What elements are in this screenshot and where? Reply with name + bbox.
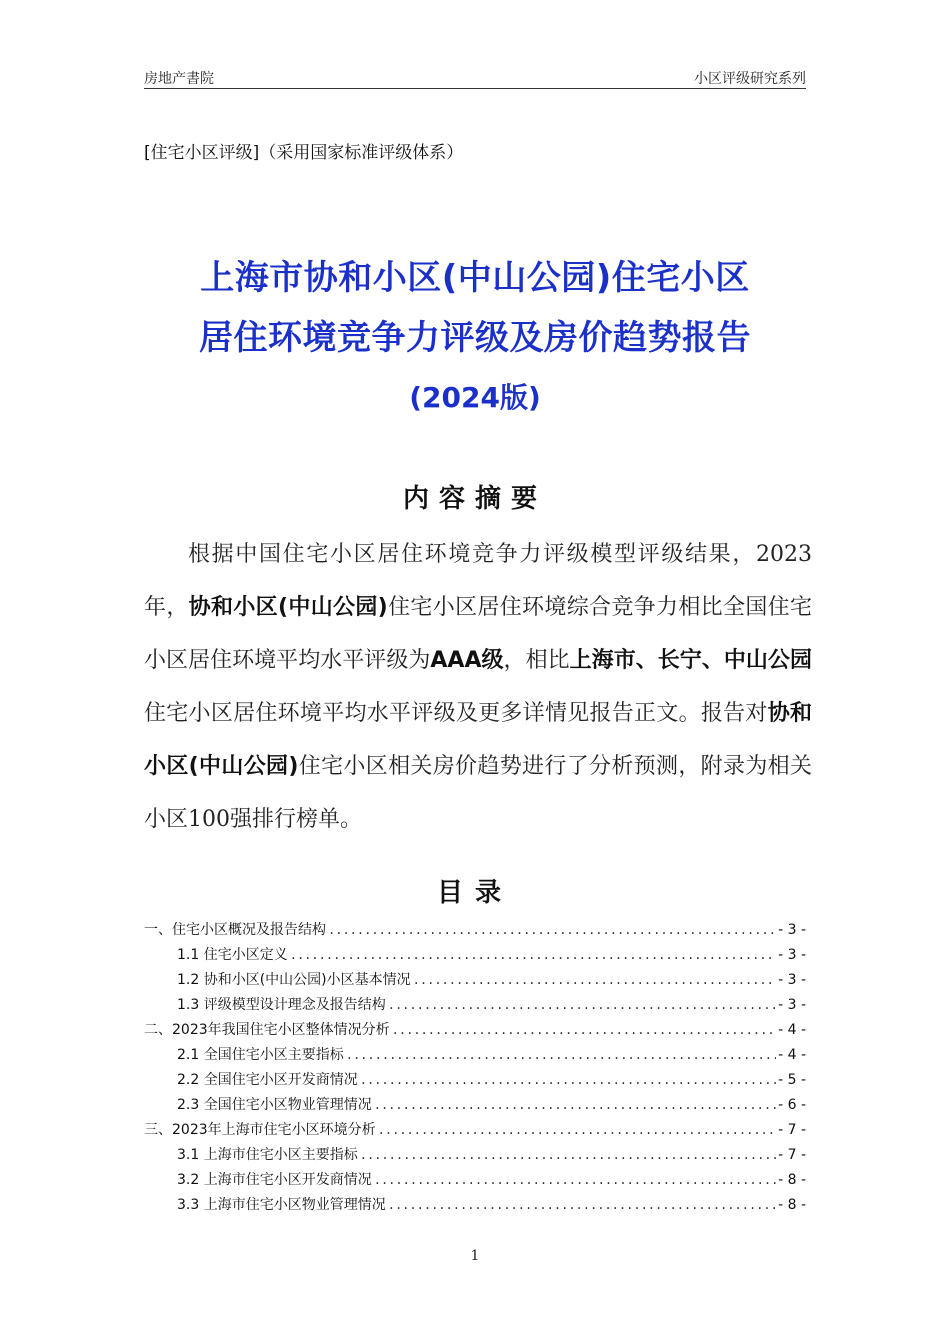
abstract-text: 住宅小区居住环境平均水平评级及更多详情见报告正文。报告对 <box>144 701 768 726</box>
toc-entry-page: - 4 - <box>778 1047 806 1063</box>
toc-leader-dots <box>388 993 776 1018</box>
toc-entry[interactable] <box>144 1143 806 1168</box>
toc-entry[interactable] <box>144 1093 806 1118</box>
toc-entry-label: 3.1 上海市住宅小区主要指标 <box>177 1147 358 1163</box>
toc-entry-page: - 8 - <box>778 1172 806 1188</box>
abstract-text: ，相比 <box>503 648 570 673</box>
report-category: [住宅小区评级]（采用国家标准评级体系） <box>144 143 464 163</box>
toc-entry-label: 3.2 上海市住宅小区开发商情况 <box>177 1172 372 1188</box>
abstract-highlight: 协和小区(中山公园) <box>144 701 812 779</box>
title-line-1: 上海市协和小区(中山公园)住宅小区 <box>200 258 750 298</box>
toc-entry-label: 三、2023年上海市住宅小区环境分析 <box>144 1122 376 1138</box>
toc-entry-label: 二、2023年我国住宅小区整体情况分析 <box>144 1022 390 1038</box>
toc-leader-dots <box>328 918 776 943</box>
toc-entry-page: - 5 - <box>778 1072 806 1088</box>
toc-leader-dots <box>374 1093 776 1118</box>
abstract-text: 住宅小区相关房价趋势进行了分析预测，附录为相关小区100强排行榜单。 <box>144 754 812 832</box>
toc-entry-page: - 3 - <box>778 947 806 963</box>
toc-entry[interactable] <box>144 993 806 1018</box>
toc-entry[interactable] <box>144 1168 806 1193</box>
toc-leader-dots <box>413 968 776 993</box>
abstract-heading: 内容摘要 <box>402 484 547 514</box>
toc-entry-page: - 3 - <box>778 997 806 1013</box>
toc-entry-label: 1.1 住宅小区定义 <box>177 947 288 963</box>
toc-entry[interactable] <box>144 1193 806 1218</box>
toc-leader-dots <box>360 1143 776 1168</box>
toc-entry[interactable] <box>144 1068 806 1093</box>
toc-entry-label: 2.3 全国住宅小区物业管理情况 <box>177 1097 372 1113</box>
toc-entry-page: - 3 - <box>778 972 806 988</box>
abstract-highlight: 协和小区(中山公园) <box>188 595 388 620</box>
toc-entry[interactable] <box>144 918 806 943</box>
toc-leader-dots <box>378 1118 776 1143</box>
abstract-text: 根据中国住宅小区居住环境竞争力评级模型评级结果，2023年， <box>144 542 812 620</box>
toc-entry-label: 1.2 协和小区(中山公园)小区基本情况 <box>177 972 411 988</box>
toc-entry[interactable] <box>144 1018 806 1043</box>
toc-entry[interactable] <box>144 968 806 993</box>
toc-entry[interactable] <box>144 943 806 968</box>
table-of-contents <box>144 918 806 1218</box>
header-series: 小区评级研究系列 <box>694 71 806 87</box>
toc-entry[interactable] <box>144 1043 806 1068</box>
abstract-highlight: 上海市、长宁、中山公园 <box>569 648 812 673</box>
toc-entry-page: - 6 - <box>778 1097 806 1113</box>
toc-leader-dots <box>392 1018 776 1043</box>
abstract-highlight: AAA级 <box>430 648 504 673</box>
title-line-2: 居住环境竞争力评级及房价趋势报告 <box>199 318 751 358</box>
toc-leader-dots <box>346 1043 776 1068</box>
toc-leader-dots <box>360 1068 776 1093</box>
toc-leader-dots <box>290 943 776 968</box>
toc-leader-dots <box>374 1168 776 1193</box>
toc-entry-label: 3.3 上海市住宅小区物业管理情况 <box>177 1197 386 1213</box>
page-header <box>144 66 806 89</box>
abstract-paragraph <box>144 528 812 846</box>
report-title <box>0 248 950 426</box>
header-publisher: 房地产書院 <box>144 71 214 87</box>
toc-entry-label: 一、住宅小区概况及报告结构 <box>144 922 326 938</box>
toc-entry-page: - 3 - <box>778 922 806 938</box>
toc-entry-page: - 4 - <box>778 1022 806 1038</box>
toc-entry-label: 2.1 全国住宅小区主要指标 <box>177 1047 344 1063</box>
toc-heading: 目录 <box>436 878 513 908</box>
toc-entry-page: - 7 - <box>778 1122 806 1138</box>
toc-entry[interactable] <box>144 1118 806 1143</box>
toc-entry-label: 2.2 全国住宅小区开发商情况 <box>177 1072 358 1088</box>
abstract-text: 住宅小区居住环境综合竞争力相比全国住宅小区居住环境平均水平评级为 <box>144 595 812 673</box>
title-edition: (2024版) <box>409 381 541 414</box>
toc-entry-label: 1.3 评级模型设计理念及报告结构 <box>177 997 386 1013</box>
toc-entry-page: - 7 - <box>778 1147 806 1163</box>
page-number: 1 <box>470 1248 480 1264</box>
toc-entry-page: - 8 - <box>778 1197 806 1213</box>
toc-leader-dots <box>388 1193 776 1218</box>
